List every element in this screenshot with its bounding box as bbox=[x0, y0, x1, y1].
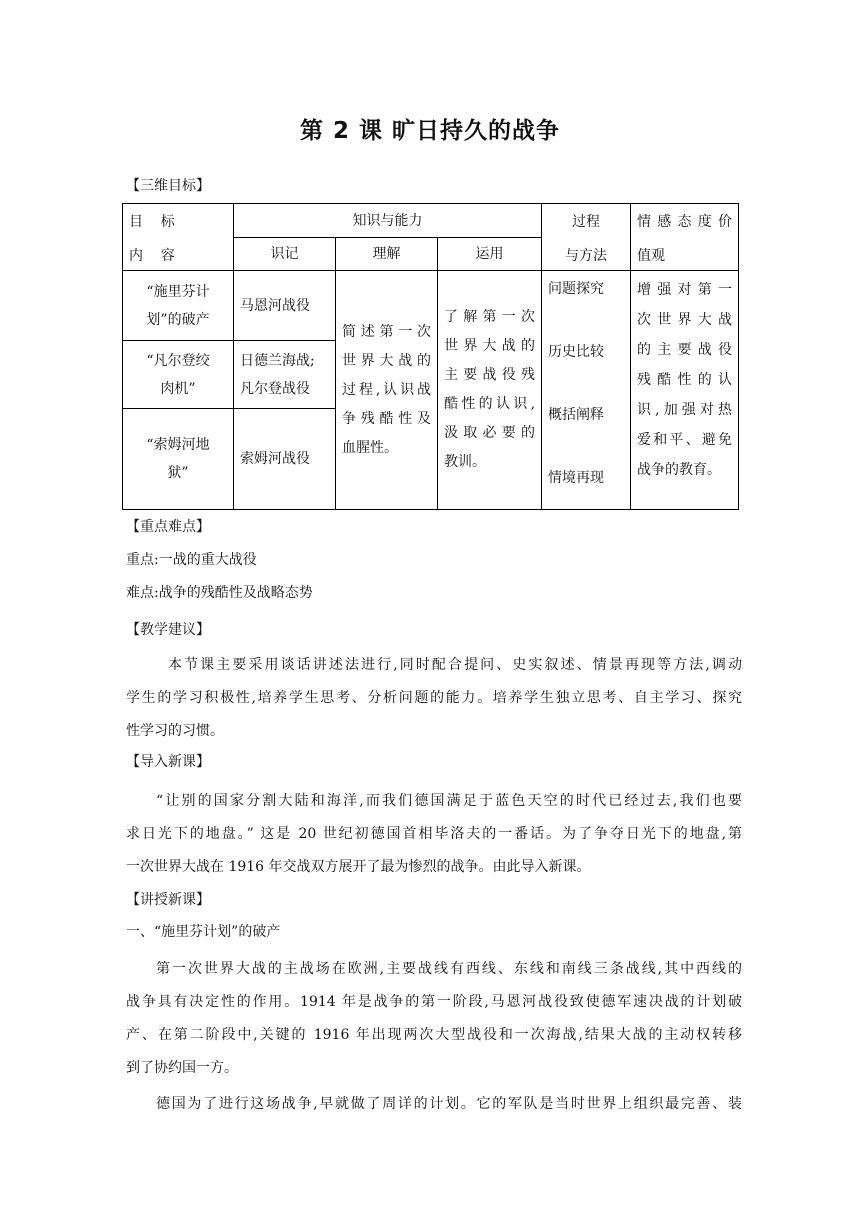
part1-heading: 一、“施里芬计划”的破产 bbox=[126, 924, 281, 940]
header-recall: 识记 bbox=[234, 238, 336, 271]
key-difficult: 难点:战争的残酷性及战略态势 bbox=[126, 585, 313, 601]
body-line: 战争具有决定性的作用。1914 年是战争的第一阶段,马恩河战役致使德军速决战的计划破 bbox=[126, 994, 742, 1010]
key-main: 重点:一战的重大战役 bbox=[126, 552, 257, 568]
header-process: 过程 与方法 bbox=[542, 204, 631, 271]
table-row-content: “施里芬计 划”的破产 bbox=[123, 271, 234, 341]
header-understand: 理解 bbox=[336, 238, 438, 271]
table-row-recall: 日德兰海战; 凡尔登战役 bbox=[234, 341, 336, 409]
section-teaching-advice: 【教学建议】 bbox=[126, 622, 210, 638]
body-line: 德国为了进行这场战争,早就做了周详的计划。它的军队是当时世界上组织最完善、装 bbox=[156, 1096, 742, 1112]
header-knowledge: 知识与能力 bbox=[234, 204, 542, 238]
intro-line: “让别的国家分割大陆和海洋,而我们德国满足于蓝色天空的时代已经过去,我们也要 bbox=[156, 793, 742, 809]
section-key-points: 【重点难点】 bbox=[126, 519, 210, 535]
advice-line: 性学习的习惯。 bbox=[126, 723, 224, 739]
apply-cell: 了解第一次 世界大战的 主要战役残 酷性的认识, 汲取必要的 教训。 bbox=[438, 271, 542, 510]
intro-line: 求日光下的地盘。” 这是 20 世纪初德国首相毕洛夫的一番话。为了争夺日光下的地盘,第 bbox=[126, 826, 742, 842]
understand-cell: 简述第一次 世界大战的 过程,认识战 争残酷性及 血腥性。 bbox=[336, 271, 438, 510]
header-emotion: 情感态度价 值观 bbox=[631, 204, 739, 271]
table-row-recall: 马恩河战役 bbox=[234, 271, 336, 341]
body-line: 第一次世界大战的主战场在欧洲,主要战线有西线、东线和南线三条战线,其中西线的 bbox=[156, 961, 742, 977]
body-line: 到了协约国一方。 bbox=[126, 1060, 238, 1076]
advice-line: 本节课主要采用谈话讲述法进行,同时配合提问、史实叙述、情景再现等方法,调动 bbox=[168, 657, 742, 673]
intro-line: 一次世界大战在 1916 年交战双方展开了最为惨烈的战争。由此导入新课。 bbox=[126, 859, 591, 875]
table-row-recall: 索姆河战役 bbox=[234, 409, 336, 510]
table-row-content: “凡尔登绞 肉机” bbox=[123, 341, 234, 409]
body-line: 产、在第二阶段中,关键的 1916 年出现两次大型战役和一次海战,结果大战的主动权转移 bbox=[126, 1027, 742, 1043]
section-new-lesson: 【讲授新课】 bbox=[126, 892, 210, 908]
section-objectives: 【三维目标】 bbox=[126, 178, 210, 194]
section-intro: 【导入新课】 bbox=[126, 754, 210, 770]
header-apply: 运用 bbox=[438, 238, 542, 271]
table-row-content: “索姆河地 狱” bbox=[123, 409, 234, 510]
objectives-table bbox=[122, 203, 739, 510]
emotion-cell: 增强对第一 次世界大战 的主要战役 残酷性的认 识,加强对热 爱和平、避免 战争的教育。 bbox=[631, 271, 739, 510]
page-title: 第 2 课 旷日持久的战争 bbox=[299, 118, 561, 144]
methods-cell: 问题探究 历史比较 概括阐释 情境再现 bbox=[542, 271, 631, 510]
header-target: 目 标 内 容 bbox=[123, 204, 234, 271]
advice-line: 学生的学习积极性,培养学生思考、分析问题的能力。培养学生独立思考、自主学习、探究 bbox=[126, 690, 742, 706]
